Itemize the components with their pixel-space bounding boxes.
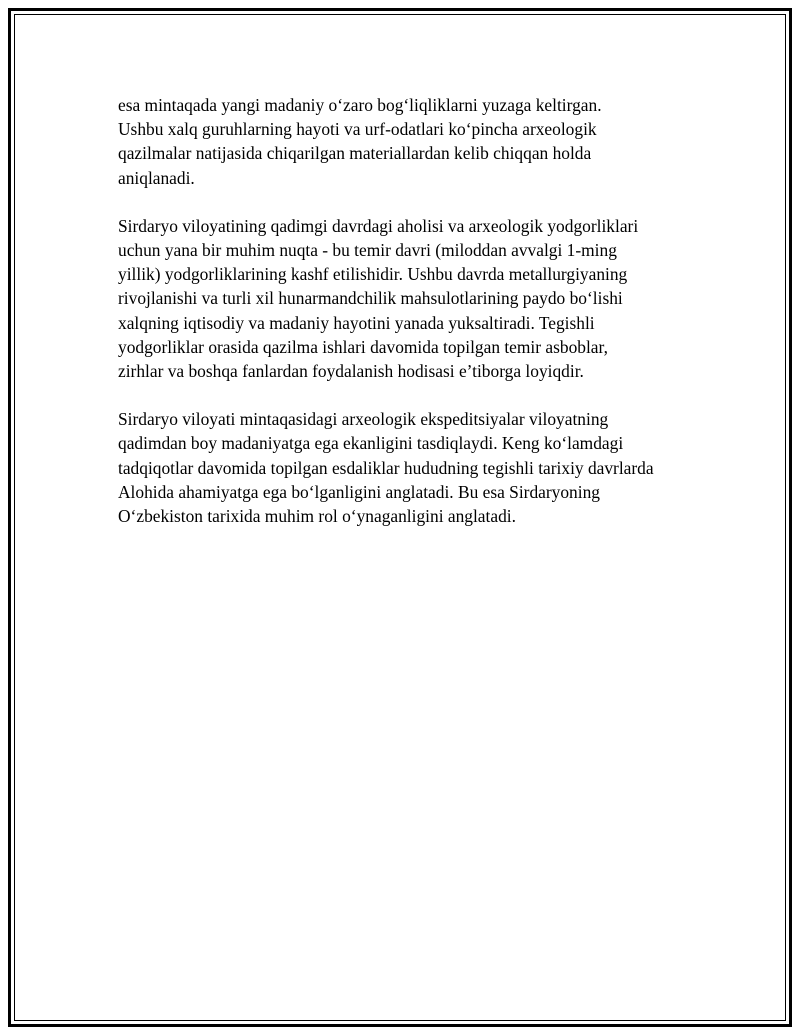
- text-line: uchun yana bir muhim nuqta - bu temir davri (miloddan avvalgi 1-ming: [118, 240, 617, 261]
- text-line: Sirdaryo viloyatining qadimgi davrdagi aholisi va arxeologik yodgorliklari: [118, 215, 639, 236]
- text-line: tadqiqotlar davomida topilgan esdaliklar hududning tegishli tarixiy davrlarda: [118, 457, 654, 478]
- text-line: Ushbu xalq guruhlarning hayoti va urf-odatlari ko‘pincha arxeologik: [118, 119, 597, 140]
- paragraph-1: [118, 93, 708, 190]
- text-line: qadimdan boy madaniyatga ega ekanligini tasdiqlaydi. Keng ko‘lamdagi: [118, 433, 624, 454]
- text-line: Alohida ahamiyatga ega bo‘lganligini anglatadi. Bu esa Sirdaryoning: [118, 481, 600, 502]
- text-line: aniqlanadi.: [118, 167, 195, 188]
- document-body: [118, 93, 708, 552]
- text-line: O‘zbekiston tarixida muhim rol o‘ynaganligini anglatadi.: [118, 506, 516, 527]
- text-line: rivojlanishi va turli xil hunarmandchilik mahsulotlarining paydo bo‘lishi: [118, 288, 623, 309]
- text-line: esa mintaqada yangi madaniy o‘zaro bog‘liqliklarni yuzaga keltirgan.: [118, 95, 602, 115]
- text-line: Sirdaryo viloyati mintaqasidagi arxeologik ekspeditsiyalar viloyatning: [118, 409, 609, 430]
- paragraph-2: [118, 214, 708, 383]
- paragraph-3: [118, 407, 708, 528]
- text-line: yillik) yodgorliklarining kashf etilishidir. Ushbu davrda metallurgiyaning: [118, 264, 628, 285]
- text-line: xalqning iqtisodiy va madaniy hayotini yanada yuksaltiradi. Tegishli: [118, 312, 595, 333]
- text-line: qazilmalar natijasida chiqarilgan materiallardan kelib chiqqan holda: [118, 143, 592, 164]
- text-line: yodgorliklar orasida qazilma ishlari davomida topilgan temir asboblar,: [118, 336, 608, 357]
- text-line: zirhlar va boshqa fanlardan foydalanish hodisasi e’tiborga loyiqdir.: [118, 361, 584, 382]
